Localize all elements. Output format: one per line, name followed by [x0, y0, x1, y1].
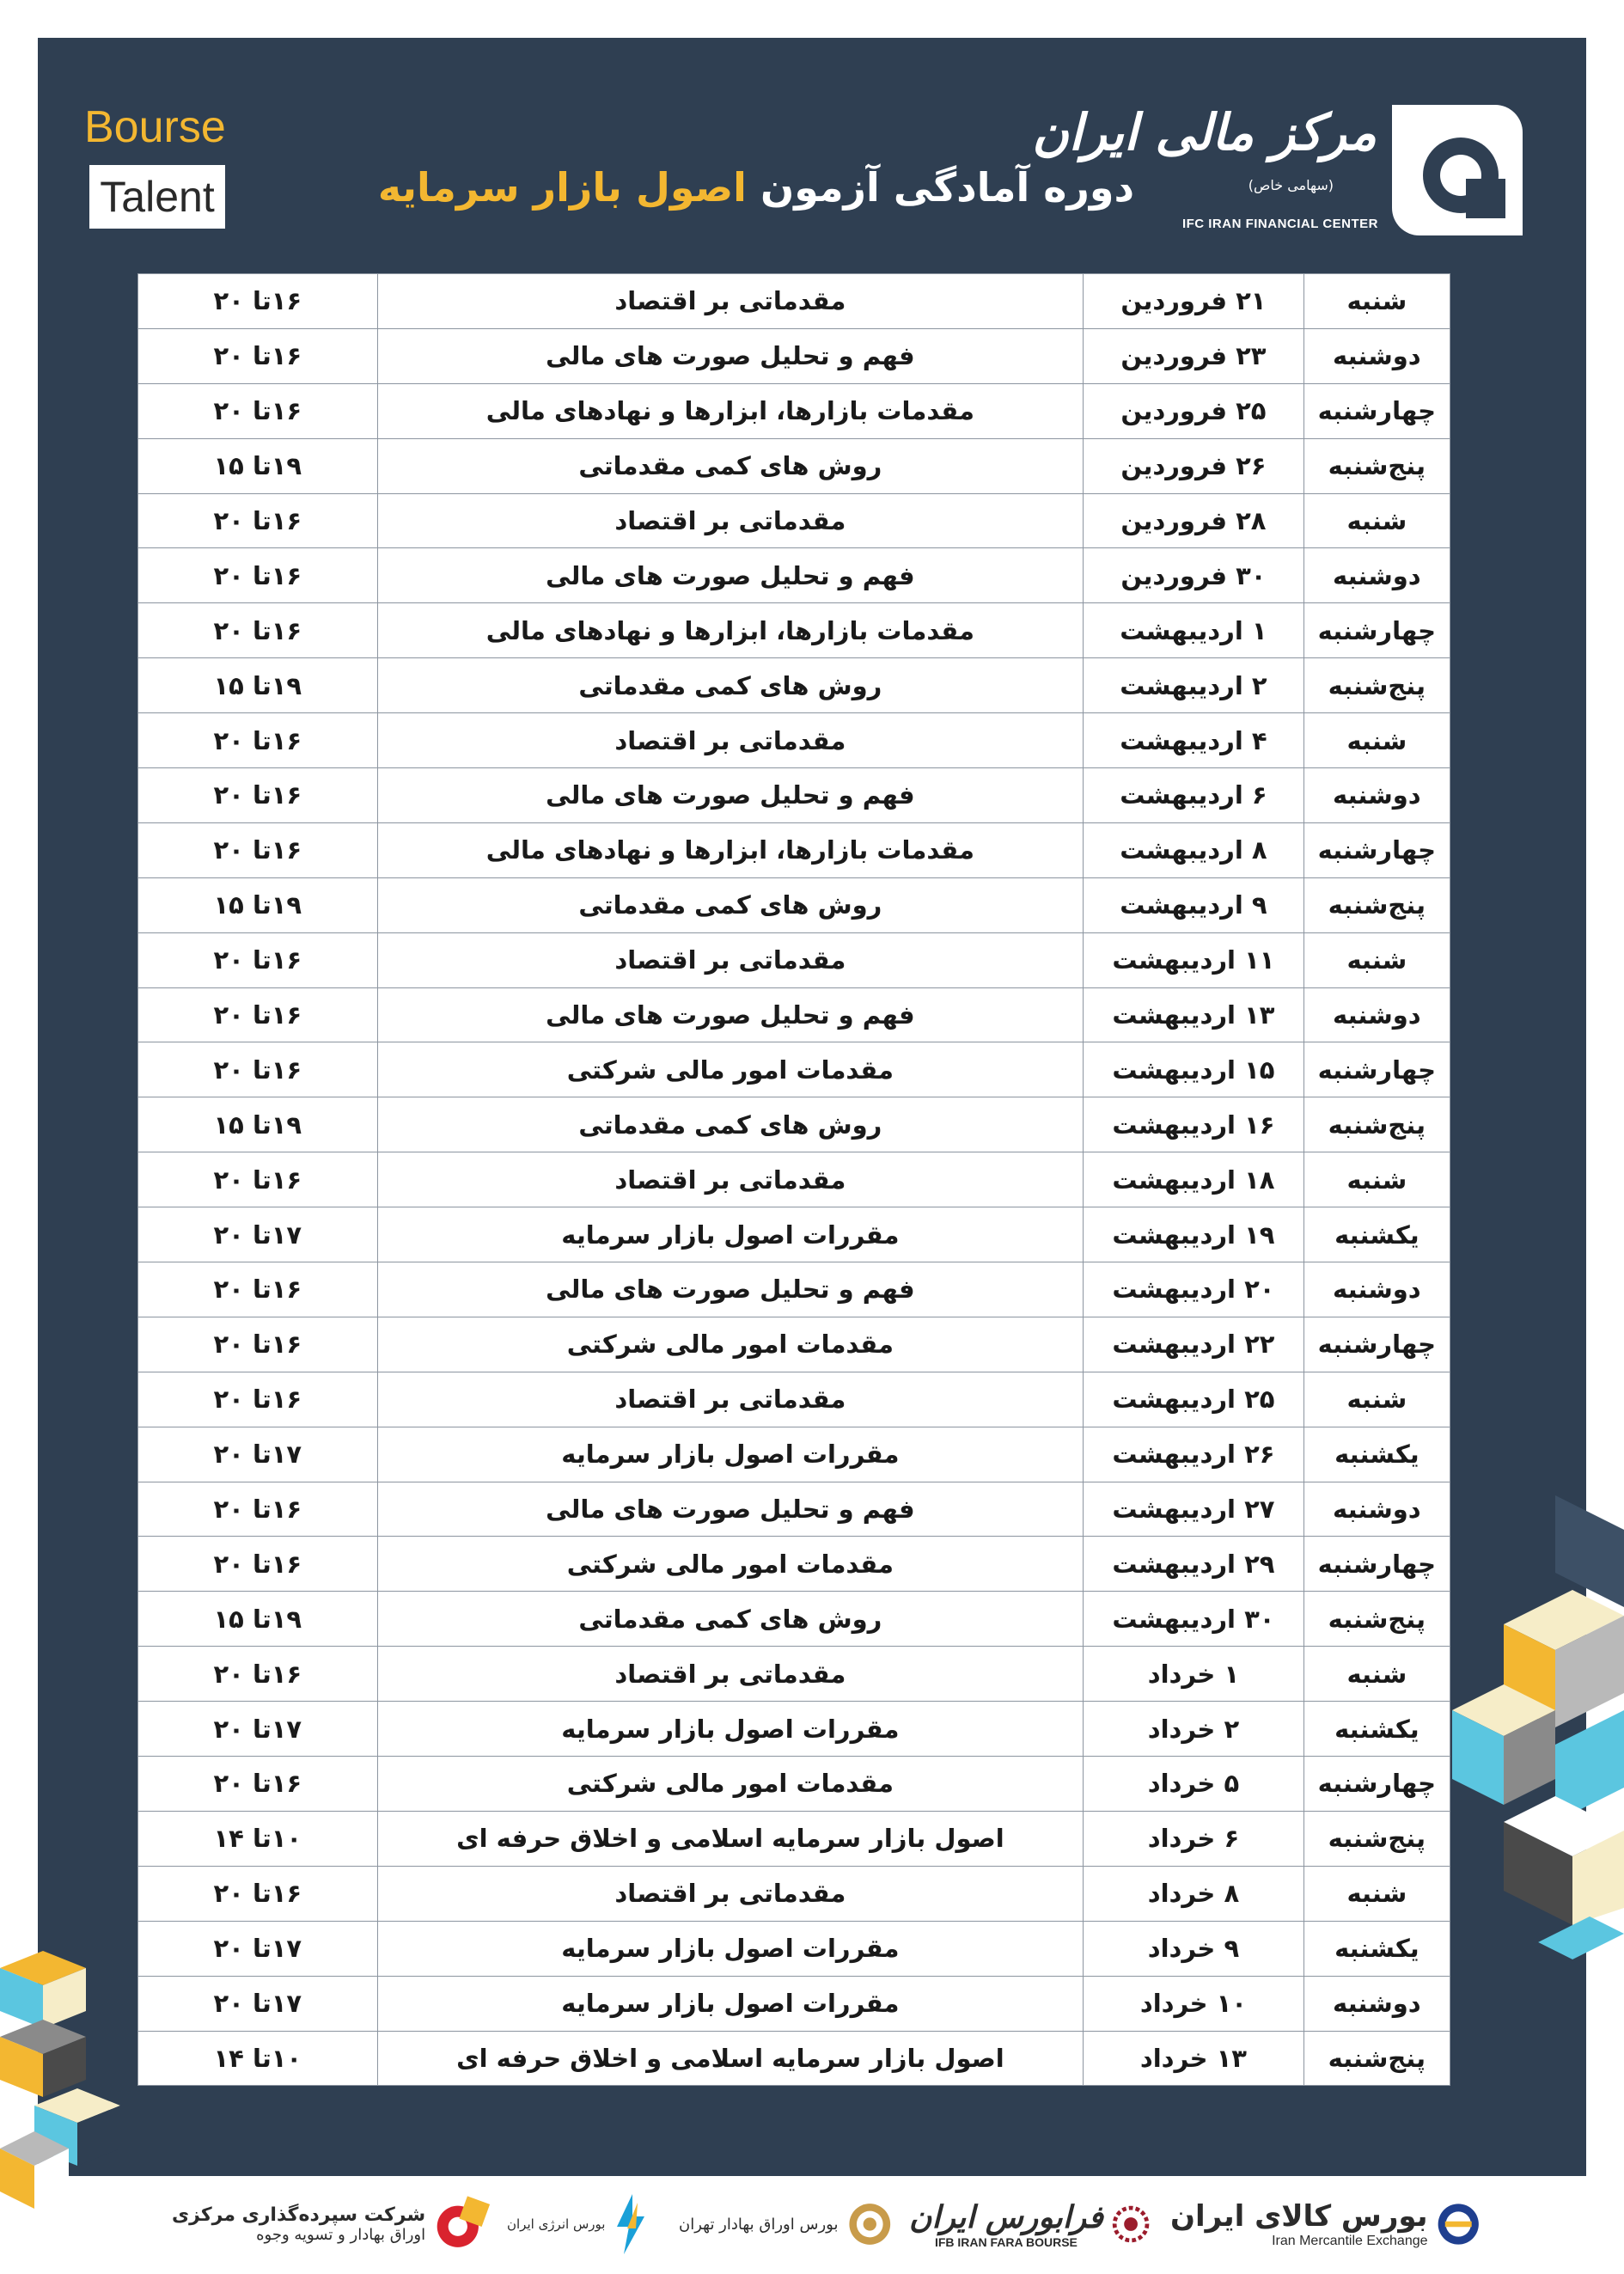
cell-date: ۲۷ اردیبهشت [1084, 1482, 1304, 1537]
cell-subject: مقدماتی بر اقتصاد [377, 932, 1084, 987]
bourse-word: Bourse [84, 102, 226, 152]
table-row [138, 932, 1450, 987]
cell-day: پنج‌شنبه [1303, 1592, 1450, 1647]
ifb-name-en: IFB IRAN FARA BOURSE [934, 2234, 1078, 2249]
cell-day: یکشنبه [1303, 1427, 1450, 1482]
cell-date: ۱۰ خرداد [1084, 1976, 1304, 2031]
table-row [138, 1372, 1450, 1427]
cell-time: ۱۶تا ۲۰ [138, 603, 378, 658]
cube-decoration-right-icon [1452, 1495, 1624, 2028]
footer-logos [0, 2176, 1624, 2274]
table-row [138, 1317, 1450, 1372]
cell-time: ۱۶تا ۲۰ [138, 987, 378, 1042]
cell-day: یکشنبه [1303, 1702, 1450, 1757]
table-row [138, 1647, 1450, 1702]
cell-day: دوشنبه [1303, 987, 1450, 1042]
cell-date: ۲ اردیبهشت [1084, 658, 1304, 713]
cell-time: ۱۶تا ۲۰ [138, 768, 378, 823]
table-row [138, 603, 1450, 658]
cell-subject: روش های کمی مقدماتی [377, 658, 1084, 713]
cell-subject: مقدماتی بر اقتصاد [377, 274, 1084, 329]
csdi-line2: اوراق بهادار و تسویه وجوه [256, 2226, 426, 2244]
cell-time: ۱۶تا ۲۰ [138, 1317, 378, 1372]
cell-date: ۱ اردیبهشت [1084, 603, 1304, 658]
cell-subject: روش های کمی مقدماتی [377, 1097, 1084, 1152]
ifc-mark-icon [1383, 96, 1531, 244]
cell-day: پنج‌شنبه [1303, 2031, 1450, 2086]
cell-day: پنج‌شنبه [1303, 1097, 1450, 1152]
table-row [138, 1152, 1450, 1207]
table-row [138, 658, 1450, 713]
csdi-emblem-icon [434, 2194, 490, 2254]
cell-time: ۱۶تا ۲۰ [138, 1482, 378, 1537]
cell-subject: مقررات اصول بازار سرمایه [377, 1207, 1084, 1262]
cell-time: ۱۶تا ۲۰ [138, 1042, 378, 1097]
cell-day: شنبه [1303, 932, 1450, 987]
cell-date: ۲۵ اردیبهشت [1084, 1372, 1304, 1427]
cell-day: چهارشنبه [1303, 383, 1450, 438]
cell-date: ۱۳ اردیبهشت [1084, 987, 1304, 1042]
cell-time: ۱۶تا ۲۰ [138, 274, 378, 329]
cell-date: ۲۱ فروردین [1084, 274, 1304, 329]
cell-time: ۱۶تا ۲۰ [138, 1757, 378, 1812]
table-row [138, 548, 1450, 603]
cell-time: ۱۹تا ۱۵ [138, 1097, 378, 1152]
cell-time: ۱۰تا ۱۴ [138, 2031, 378, 2086]
cell-day: چهارشنبه [1303, 1317, 1450, 1372]
cell-time: ۱۶تا ۲۰ [138, 548, 378, 603]
cell-time: ۱۰تا ۱۴ [138, 1811, 378, 1866]
cell-subject: روش های کمی مقدماتی [377, 877, 1084, 932]
cell-day: چهارشنبه [1303, 603, 1450, 658]
table-row [138, 1976, 1450, 2031]
cell-subject: اصول بازار سرمایه اسلامی و اخلاق حرفه ای [377, 2031, 1084, 2086]
cell-subject: مقدماتی بر اقتصاد [377, 713, 1084, 768]
cell-date: ۲ خرداد [1084, 1702, 1304, 1757]
cell-time: ۱۹تا ۱۵ [138, 658, 378, 713]
cell-subject: مقدمات امور مالی شرکتی [377, 1757, 1084, 1812]
cell-day: یکشنبه [1303, 1207, 1450, 1262]
cell-time: ۱۶تا ۲۰ [138, 383, 378, 438]
cell-date: ۳۰ اردیبهشت [1084, 1592, 1304, 1647]
cell-date: ۲۰ اردیبهشت [1084, 1262, 1304, 1317]
cell-time: ۱۶تا ۲۰ [138, 1866, 378, 1921]
cell-date: ۴ اردیبهشت [1084, 713, 1304, 768]
cell-subject: فهم و تحلیل صورت های مالی [377, 328, 1084, 383]
cell-day: شنبه [1303, 493, 1450, 548]
table-row [138, 1811, 1450, 1866]
cell-time: ۱۶تا ۲۰ [138, 1537, 378, 1592]
cell-time: ۱۷تا ۲۰ [138, 1921, 378, 1976]
table-row [138, 1702, 1450, 1757]
table-row [138, 877, 1450, 932]
cell-subject: مقررات اصول بازار سرمایه [377, 1921, 1084, 1976]
cell-date: ۵ خرداد [1084, 1757, 1304, 1812]
cell-time: ۱۹تا ۱۵ [138, 877, 378, 932]
table-row [138, 1866, 1450, 1921]
cell-time: ۱۶تا ۲۰ [138, 1262, 378, 1317]
cell-time: ۱۶تا ۲۰ [138, 1372, 378, 1427]
title-prefix: دوره آمادگی آزمون [760, 164, 1135, 211]
cell-subject: مقدمات امور مالی شرکتی [377, 1317, 1084, 1372]
cell-day: دوشنبه [1303, 768, 1450, 823]
ifb-name-fa: فرابورس ایران [909, 2199, 1103, 2235]
table-row [138, 1921, 1450, 1976]
table-row [138, 822, 1450, 877]
cell-day: پنج‌شنبه [1303, 658, 1450, 713]
ifc-sub-fa: (سهامی خاص) [1248, 177, 1334, 193]
cell-day: پنج‌شنبه [1303, 1811, 1450, 1866]
cell-date: ۹ اردیبهشت [1084, 877, 1304, 932]
title-highlight: اصول بازار سرمایه [377, 164, 747, 211]
cell-day: دوشنبه [1303, 328, 1450, 383]
cell-day: شنبه [1303, 1372, 1450, 1427]
cell-day: چهارشنبه [1303, 1042, 1450, 1097]
cell-date: ۶ اردیبهشت [1084, 768, 1304, 823]
cell-subject: فهم و تحلیل صورت های مالی [377, 1262, 1084, 1317]
cell-time: ۱۶تا ۲۰ [138, 1152, 378, 1207]
cell-subject: مقدمات امور مالی شرکتی [377, 1537, 1084, 1592]
cell-time: ۱۶تا ۲۰ [138, 328, 378, 383]
cell-day: شنبه [1303, 1866, 1450, 1921]
cell-subject: فهم و تحلیل صورت های مالی [377, 987, 1084, 1042]
table-row [138, 328, 1450, 383]
cell-subject: مقدماتی بر اقتصاد [377, 1152, 1084, 1207]
cell-day: یکشنبه [1303, 1921, 1450, 1976]
cell-day: چهارشنبه [1303, 1757, 1450, 1812]
cell-day: شنبه [1303, 713, 1450, 768]
cell-subject: فهم و تحلیل صورت های مالی [377, 768, 1084, 823]
schedule-table [137, 273, 1450, 2086]
cell-time: ۱۹تا ۱۵ [138, 1592, 378, 1647]
cell-date: ۲۲ اردیبهشت [1084, 1317, 1304, 1372]
cell-subject: روش های کمی مقدماتی [377, 1592, 1084, 1647]
cell-date: ۱ خرداد [1084, 1647, 1304, 1702]
cell-time: ۱۷تا ۲۰ [138, 1207, 378, 1262]
table-row [138, 493, 1450, 548]
energy-emblem-icon [614, 2194, 648, 2254]
table-row [138, 383, 1450, 438]
cell-date: ۱۵ اردیبهشت [1084, 1042, 1304, 1097]
talent-box: Talent [89, 165, 225, 229]
logo-energy [507, 2181, 662, 2267]
cell-subject: روش های کمی مقدماتی [377, 438, 1084, 493]
cell-date: ۹ خرداد [1084, 1921, 1304, 1976]
table-row [138, 438, 1450, 493]
cell-subject: مقدماتی بر اقتصاد [377, 493, 1084, 548]
table-row [138, 1427, 1450, 1482]
ime-emblem-icon [1437, 2198, 1480, 2251]
table-row [138, 1262, 1450, 1317]
cell-subject: فهم و تحلیل صورت های مالی [377, 548, 1084, 603]
csdi-line1: شرکت سپرده‌گذاری مرکزی [172, 2204, 426, 2226]
cell-day: شنبه [1303, 1152, 1450, 1207]
cell-day: دوشنبه [1303, 1976, 1450, 2031]
logo-ime [1170, 2181, 1480, 2267]
table-row [138, 768, 1450, 823]
logo-ifb [909, 2181, 1150, 2267]
cell-day: دوشنبه [1303, 1262, 1450, 1317]
cell-time: ۱۷تا ۲۰ [138, 1702, 378, 1757]
cell-time: ۱۶تا ۲۰ [138, 932, 378, 987]
energy-name-fa: بورس انرژی ایران [507, 2216, 606, 2232]
cell-subject: مقدمات بازارها، ابزارها و نهادهای مالی [377, 822, 1084, 877]
table-row [138, 1207, 1450, 1262]
cell-day: پنج‌شنبه [1303, 877, 1450, 932]
tse-name-fa: بورس اوراق بهادار تهران [679, 2215, 839, 2234]
cell-time: ۱۷تا ۲۰ [138, 1976, 378, 2031]
cell-subject: فهم و تحلیل صورت های مالی [377, 1482, 1084, 1537]
table-row [138, 1537, 1450, 1592]
cell-day: چهارشنبه [1303, 1537, 1450, 1592]
cell-date: ۲۸ فروردین [1084, 493, 1304, 548]
cell-date: ۸ اردیبهشت [1084, 822, 1304, 877]
logo-tse [679, 2181, 894, 2267]
cell-date: ۳۰ فروردین [1084, 548, 1304, 603]
cell-date: ۸ خرداد [1084, 1866, 1304, 1921]
ifc-name-fa: مرکز مالی ایران [1032, 103, 1377, 162]
cell-subject: مقررات اصول بازار سرمایه [377, 1976, 1084, 2031]
table-row [138, 1042, 1450, 1097]
cell-subject: مقررات اصول بازار سرمایه [377, 1427, 1084, 1482]
cell-subject: مقدمات امور مالی شرکتی [377, 1042, 1084, 1097]
cell-time: ۱۷تا ۲۰ [138, 1427, 378, 1482]
cell-subject: اصول بازار سرمایه اسلامی و اخلاق حرفه ای [377, 1811, 1084, 1866]
table-row [138, 1757, 1450, 1812]
page-title [361, 151, 1151, 223]
cell-time: ۱۶تا ۲۰ [138, 1647, 378, 1702]
cell-day: دوشنبه [1303, 548, 1450, 603]
cell-date: ۲۳ فروردین [1084, 328, 1304, 383]
cell-day: شنبه [1303, 274, 1450, 329]
ifc-name-en: IFC IRAN FINANCIAL CENTER [1181, 217, 1378, 231]
schedule-body [138, 274, 1450, 2086]
cell-date: ۱۳ خرداد [1084, 2031, 1304, 2086]
table-row [138, 1482, 1450, 1537]
cell-day: پنج‌شنبه [1303, 438, 1450, 493]
tse-emblem-icon [846, 2197, 894, 2252]
cell-day: دوشنبه [1303, 1482, 1450, 1537]
cell-day: چهارشنبه [1303, 822, 1450, 877]
cell-time: ۱۶تا ۲۰ [138, 493, 378, 548]
cell-subject: مقدماتی بر اقتصاد [377, 1647, 1084, 1702]
table-row [138, 713, 1450, 768]
cell-date: ۲۶ فروردین [1084, 438, 1304, 493]
cell-time: ۱۶تا ۲۰ [138, 822, 378, 877]
cell-subject: مقدماتی بر اقتصاد [377, 1372, 1084, 1427]
cell-time: ۱۹تا ۱۵ [138, 438, 378, 493]
ifc-logo [1032, 96, 1531, 244]
cell-date: ۱۶ اردیبهشت [1084, 1097, 1304, 1152]
table-row [138, 987, 1450, 1042]
table-row [138, 1097, 1450, 1152]
cell-date: ۱۸ اردیبهشت [1084, 1152, 1304, 1207]
cell-subject: مقدمات بازارها، ابزارها و نهادهای مالی [377, 383, 1084, 438]
cell-date: ۱۹ اردیبهشت [1084, 1207, 1304, 1262]
table-row [138, 2031, 1450, 2086]
cell-day: شنبه [1303, 1647, 1450, 1702]
cell-subject: مقررات اصول بازار سرمایه [377, 1702, 1084, 1757]
logo-csdi [172, 2181, 490, 2267]
cell-date: ۲۹ اردیبهشت [1084, 1537, 1304, 1592]
cell-subject: مقدمات بازارها، ابزارها و نهادهای مالی [377, 603, 1084, 658]
cell-subject: مقدماتی بر اقتصاد [377, 1866, 1084, 1921]
cell-time: ۱۶تا ۲۰ [138, 713, 378, 768]
table-row [138, 1592, 1450, 1647]
ime-name-fa: بورس کالای ایران [1170, 2199, 1428, 2234]
cell-date: ۶ خرداد [1084, 1811, 1304, 1866]
ifb-emblem-icon [1112, 2200, 1150, 2248]
table-row [138, 274, 1450, 329]
ime-name-en: Iran Mercantile Exchange [1272, 2234, 1428, 2248]
cell-date: ۲۶ اردیبهشت [1084, 1427, 1304, 1482]
cell-date: ۱۱ اردیبهشت [1084, 932, 1304, 987]
cell-date: ۲۵ فروردین [1084, 383, 1304, 438]
